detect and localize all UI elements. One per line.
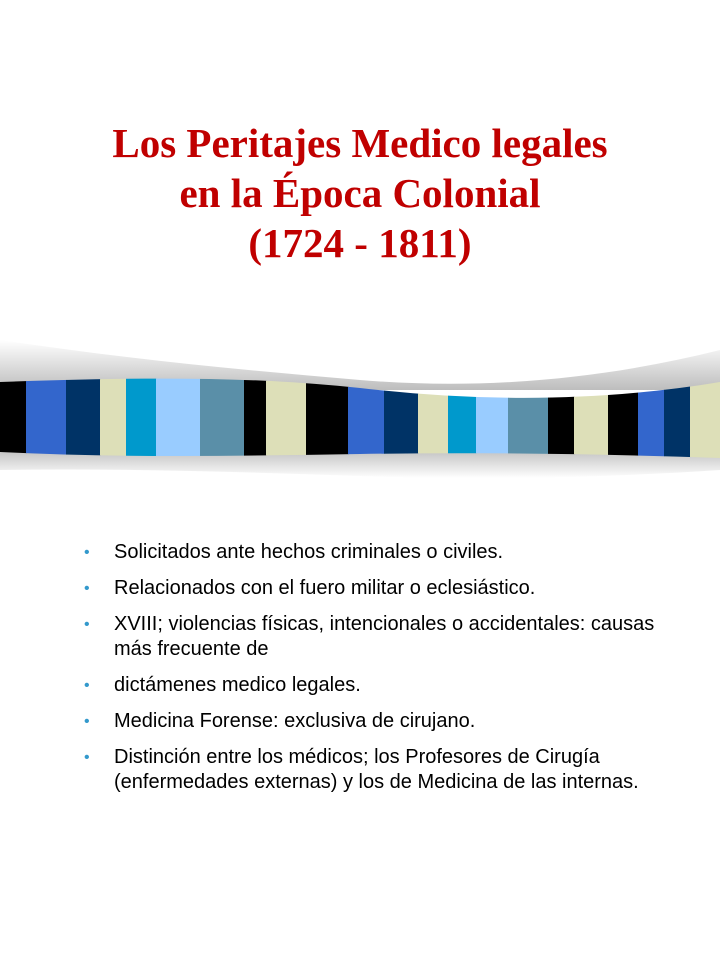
bullet-item (80, 612, 680, 662)
bullet-dot-icon: • (84, 749, 90, 766)
bullet-text: dictámenes medico legales. (114, 674, 361, 696)
decorative-stripe-band (0, 330, 720, 480)
bullet-item (80, 745, 680, 795)
bullet-text: XVIII; violencias físicas, intencionales o accidentales: causas más frecuente de (114, 613, 655, 660)
bullet-text: Distinción entre los médicos; los Profesores de Cirugía (enfermedades externas) y los de Medicina de las internas. (114, 746, 639, 793)
bullet-item (80, 673, 680, 698)
title-line-3: (1724 - 1811) (248, 220, 472, 266)
bullet-text: Relacionados con el fuero militar o eclesiástico. (114, 577, 536, 599)
slide-title (40, 118, 680, 268)
bullet-item (80, 576, 680, 601)
bullet-text: Solicitados ante hechos criminales o civiles. (114, 541, 504, 563)
title-line-1: Los Peritajes Medico legales (112, 120, 608, 166)
bullet-list (80, 540, 680, 806)
bullet-dot-icon: • (84, 713, 90, 730)
bullet-text: Medicina Forense: exclusiva de cirujano. (114, 710, 476, 732)
bullet-dot-icon: • (84, 677, 90, 694)
bullet-item (80, 540, 680, 565)
bullet-dot-icon: • (84, 544, 90, 561)
bullet-dot-icon: • (84, 616, 90, 633)
title-line-2: en la Época Colonial (179, 170, 541, 216)
bullet-dot-icon: • (84, 580, 90, 597)
bullet-item (80, 709, 680, 734)
